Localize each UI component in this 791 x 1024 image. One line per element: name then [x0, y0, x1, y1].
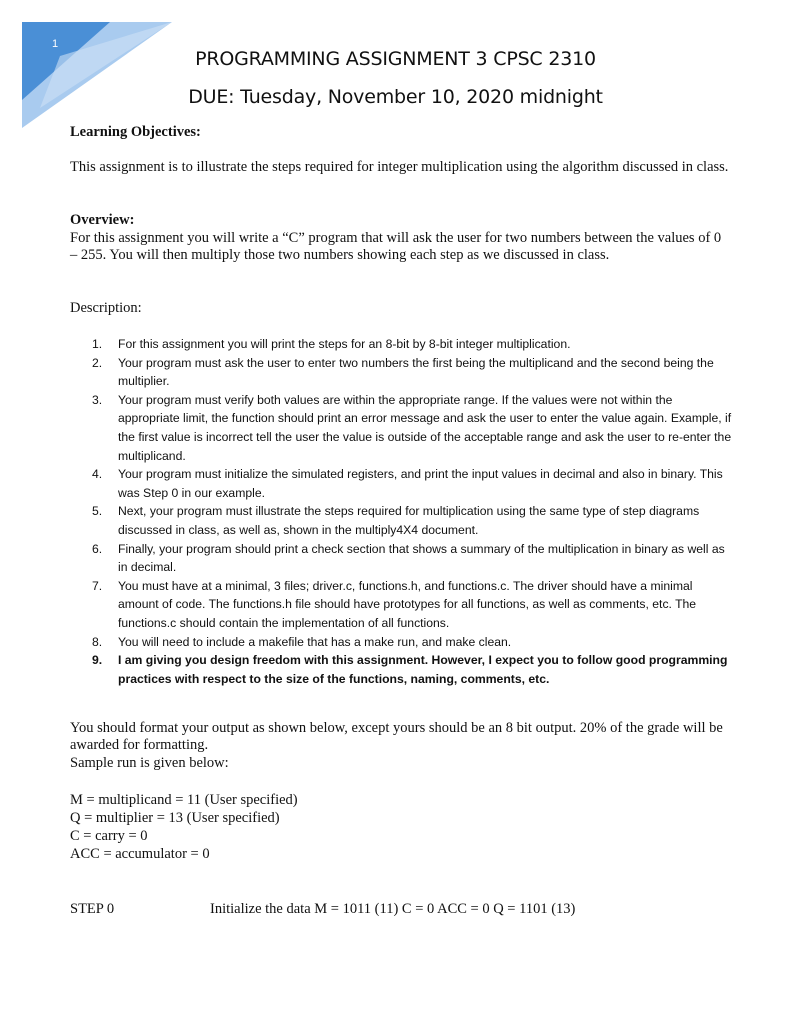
list-item: 6. Finally, your program should print a check section that shows a summary of the multiplication in binary as well as in decimal.	[92, 541, 725, 575]
sample-line-q: Q = multiplier = 13 (User specified)	[70, 810, 280, 826]
sample-intro: Sample run is given below:	[70, 755, 229, 771]
list-item: 4. Your program must initialize the simulated registers, and print the input values in decimal and also in binary. This was Step 0 in our example.	[92, 467, 723, 500]
list-item: 9. I am giving you design freedom with this assignment. However, I expect you to follow good programming practices with respect to the size of the functions, naming, comments, etc.	[92, 653, 728, 686]
overview-heading: Overview:	[70, 212, 135, 228]
list-item: 2. Your program must ask the user to enter two numbers the first being the multiplicand and the second being the multiplier.	[92, 355, 714, 389]
sample-line-c: C = carry = 0	[70, 828, 148, 844]
objectives-heading: Learning Objectives:	[70, 124, 201, 140]
step-text: Initialize the data M = 1011 (11) C = 0 ACC = 0 Q = 1101 (13)	[210, 901, 576, 917]
description-heading: Description:	[70, 300, 142, 316]
list-item: 7. You must have at a minimal, 3 files; driver.c, functions.h, and functions.c. The driver should have a minimal amount of code. The functions.h file should have prototypes for all functions, as well as comments, etc. The functions.c should contain the implementation of all functions.	[92, 578, 697, 630]
overview-text: For this assignment you will write a “C” program that will ask the user for two numbers between the values of 0 – 255. You will then multiply those two numbers showing each step as we discussed in class.	[70, 230, 722, 263]
list-item: 3. Your program must verify both values are within the appropriate range. If the values were not within the appropriate limit, the function should print an error message and ask the user to enter the value again. Example, if the first value is incorrect tell the user the value is outside of the acceptable range and ask the user to re-enter the multiplicand.	[92, 392, 732, 463]
page-title: PROGRAMMING ASSIGNMENT 3 CPSC 2310	[195, 48, 596, 70]
step-label: STEP 0	[70, 901, 115, 917]
format-note: You should format your output as shown below, except yours should be an 8 bit output. 20% of the grade will be awarded for formatting.	[70, 720, 723, 753]
requirements-list	[92, 335, 732, 688]
list-item: 1. For this assignment you will print the steps for an 8-bit by 8-bit integer multiplication.	[92, 337, 571, 351]
list-item: 5. Next, your program must illustrate the steps required for multiplication using the same type of step diagrams discussed in class, as well as, shown in the multiply4X4 document.	[92, 504, 700, 537]
objectives-text: This assignment is to illustrate the steps required for integer multiplication using the algorithm discussed in class.	[70, 159, 729, 175]
list-item: 8. You will need to include a makefile that has a make run, and make clean.	[92, 634, 512, 649]
due-date: DUE: Tuesday, November 10, 2020 midnight	[188, 86, 603, 108]
sample-line-m: M = multiplicand = 11 (User specified)	[70, 792, 298, 808]
page-number: 1	[52, 38, 59, 50]
sample-line-acc: ACC = accumulator = 0	[70, 846, 210, 862]
